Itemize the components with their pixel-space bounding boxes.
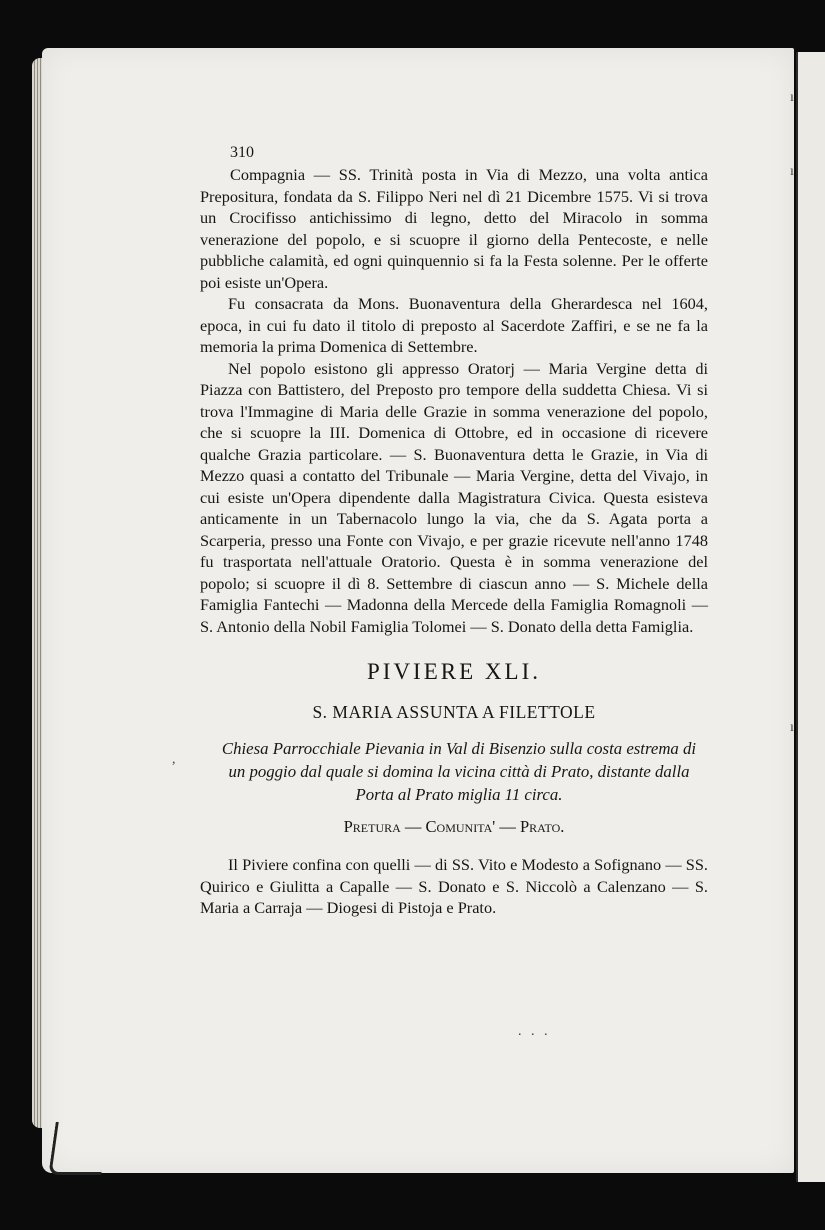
paragraph-oratorj: Nel popolo esistono gli appresso Oratorj — Maria Vergine detta di Piazza con Battistero, del Preposto pro tempore della suddetta Chiesa. Vi si trova l'Immagine di Maria delle Grazie in somma venerazione del popolo, che si scuopre la III. Domenica di Ottobre, ed in occasione di ricevere qualche Grazia particolare. — S. Buonaventura detta le Grazie, in Via di Mezzo quasi a contatto del Tribunale — Maria Vergine, detta del Vivajo, in cui esiste un'Opera dipendente dalla Magistratura Civica. Questa esisteva anticamente in un Tabernacolo lungo la via, che da S. Agata porta a Scarperia, presso una Fonte con Vivajo, e per grazie ricevute nell'anno 1748 fu trasportata nell'attuale Oratorio. Questa è in somma venerazione del popolo; si scuopre il dì 8. Settembre di ciascun anno — S. Michele della Famiglia Fantechi — Madonna della Mercede della Famiglia Romagnoli — S. Antonio della Nobil Famiglia Tolomei — S. Donato della detta Famiglia. bbox=[200, 358, 708, 636]
page-corner-fold bbox=[48, 1122, 108, 1175]
section-title: PIVIERE XLI. bbox=[367, 659, 541, 684]
margin-mark: ı bbox=[790, 720, 794, 735]
paragraph-compagnia: Compagnia — SS. Trinità posta in Via di Mezzo, una volta antica Prepositura, fondata da S. Filippo Neri nel dì 21 Dicembre 1575. Vi si trova un Crocifisso antichissimo di legno, detto del Miracolo in somma venerazione del popolo, e si scuopre il giorno della Pentecoste, e nelle pubbliche calamità, ed ogni quinquennio si fa la Festa solenne. Per le offerte poi esiste un'Opera. bbox=[200, 165, 708, 292]
page-text bbox=[200, 142, 708, 919]
facing-page-edge bbox=[796, 52, 825, 1182]
footer-mark: . . . bbox=[518, 1024, 551, 1039]
jurisdiction-line: Pretura — Comunita' — Prato. bbox=[343, 817, 565, 836]
boundary-paragraph: Il Piviere confina con quelli — di SS. Vito e Modesto a Sofignano — SS. Quirico e Giulitta a Capalle — S. Donato e S. Niccolò a Calenzano — S. Maria a Carraja — Diogesi di Pistoja e Prato. bbox=[200, 855, 708, 917]
margin-mark: ı bbox=[790, 164, 794, 179]
margin-mark: ı bbox=[790, 90, 794, 105]
page-number: 310 bbox=[230, 144, 254, 161]
church-description: Chiesa Parrocchiale Pievania in Val di Bisenzio sulla costa estrema di un poggio dal quale si domina la vicina città di Prato, distante dalla Porta al Prato miglia 11 circa. bbox=[221, 739, 697, 804]
paragraph-consacrata: Fu consacrata da Mons. Buonaventura della Gherardesca nel 1604, epoca, in cui fu dato il titolo di preposto al Sacerdote Zaffiri, e se ne fa la memoria la prima Domenica di Settembre. bbox=[200, 294, 708, 356]
church-name: S. MARIA ASSUNTA A FILETTOLE bbox=[312, 702, 596, 722]
margin-mark: , bbox=[172, 752, 176, 767]
